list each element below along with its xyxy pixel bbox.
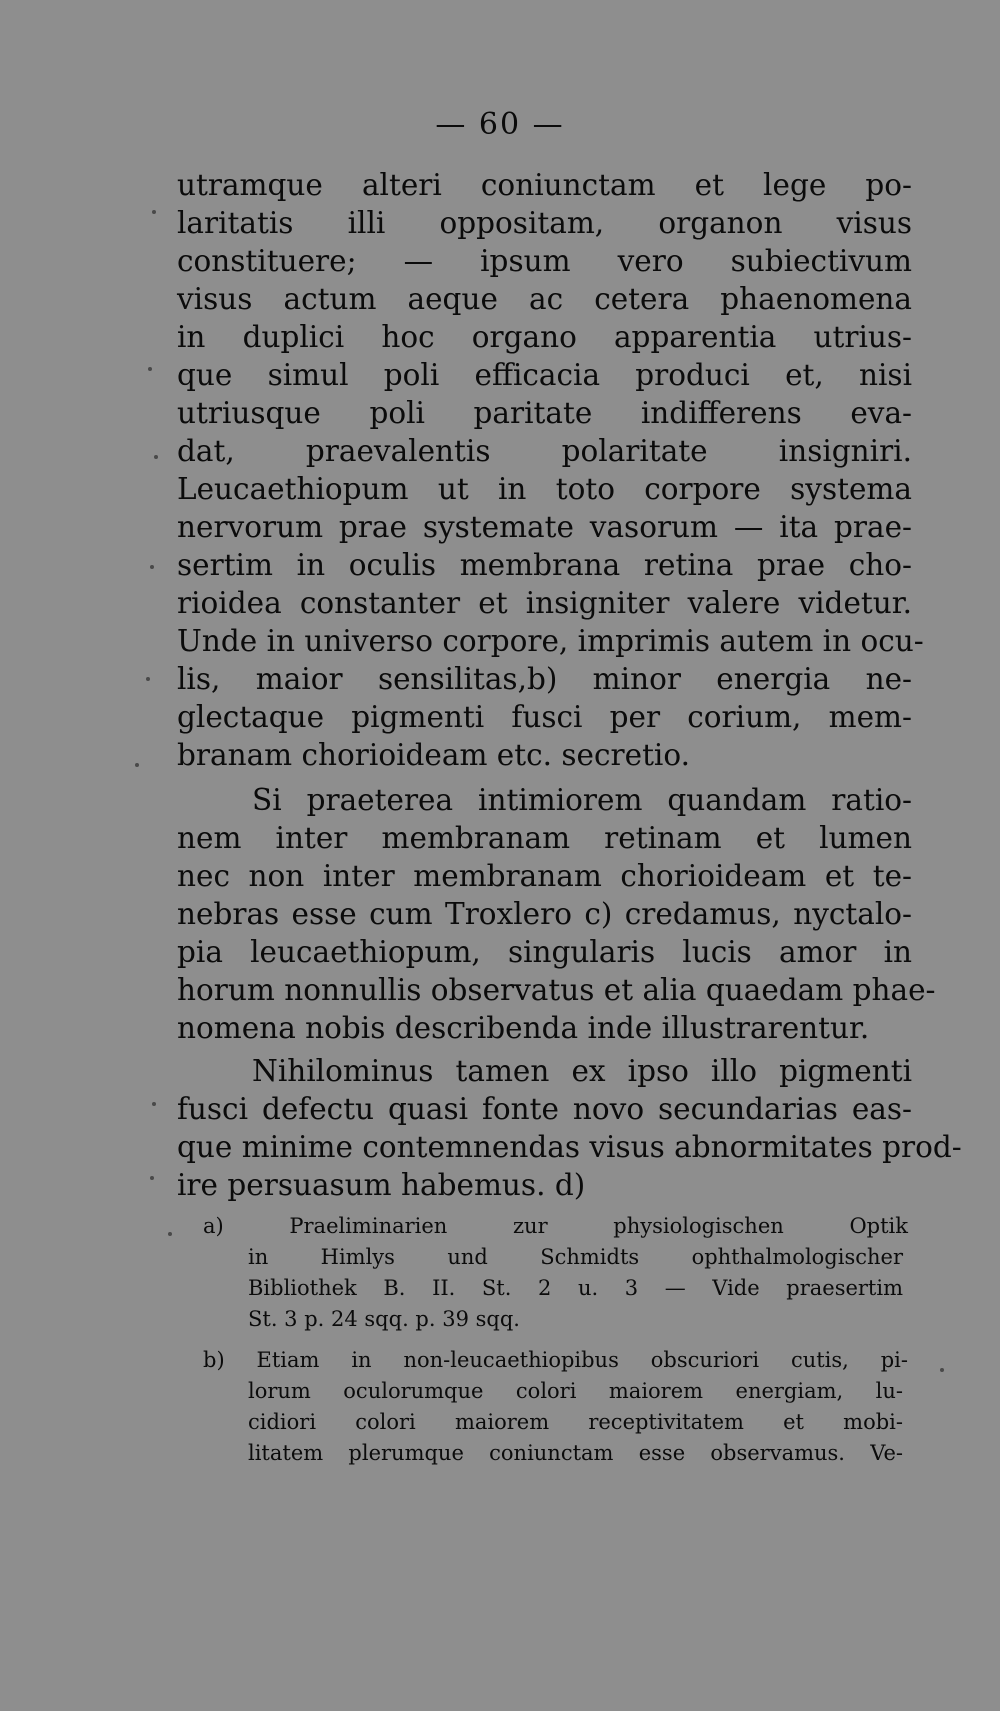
paper-speck <box>146 677 150 681</box>
text-line: fusci defectu quasi fonte novo secundarias eas- <box>177 1092 912 1126</box>
text-line: nomena nobis describenda inde illustrarentur. <box>177 1011 870 1045</box>
footnote-line: b) Etiam in non-leucaethiopibus obscuriori cutis, pi- <box>203 1348 908 1372</box>
text-line: sertim in oculis membrana retina prae cho- <box>177 548 912 582</box>
text-line: nec non inter membranam chorioideam et te- <box>177 859 912 893</box>
page-number: — 60 — <box>435 107 565 142</box>
text-line: dat, praevalentis polaritate insigniri. <box>177 434 912 468</box>
text-line: branam chorioideam etc. secretio. <box>177 738 690 772</box>
text-line: utramque alteri coniunctam et lege po- <box>177 168 912 202</box>
footnote-line: lorum oculorumque colori maiorem energiam, lu- <box>248 1379 903 1403</box>
text-line: Nihilominus tamen ex ipso illo pigmenti <box>252 1054 912 1088</box>
footnote-line: litatem plerumque coniunctam esse observamus. Ve- <box>248 1441 903 1465</box>
paper-speck <box>135 763 139 767</box>
text-line: que simul poli efficacia produci et, nisi <box>177 358 912 392</box>
paper-speck <box>152 1102 156 1106</box>
text-line: rioidea constanter et insigniter valere videtur. <box>177 586 912 620</box>
text-line: Leucaethiopum ut in toto corpore systema <box>177 472 912 506</box>
text-line: lis, maior sensilitas,b) minor energia ne- <box>177 662 912 696</box>
paper-speck <box>940 1368 944 1372</box>
paper-speck <box>148 367 152 371</box>
text-line: Si praeterea intimiorem quandam ratio- <box>252 783 912 817</box>
footnote-line: cidiori colori maiorem receptivitatem et mobi- <box>248 1410 903 1434</box>
text-line: constituere; — ipsum vero subiectivum <box>177 244 912 278</box>
footnote-line: a) Praeliminarien zur physiologischen Optik <box>203 1214 908 1238</box>
text-line: que minime contemnendas visus abnormitates prod- <box>177 1130 962 1164</box>
ink-blot <box>888 786 914 846</box>
text-line: ire persuasum habemus. d) <box>177 1168 586 1202</box>
text-line: nebras esse cum Troxlero c) credamus, nyctalo- <box>177 897 912 931</box>
paper-speck <box>154 455 158 459</box>
text-line: pia leucaethiopum, singularis lucis amor in <box>177 935 912 969</box>
text-line: laritatis illi oppositam, organon visus <box>177 206 912 240</box>
text-line: in duplici hoc organo apparentia utrius- <box>177 320 912 354</box>
paper-speck <box>150 1176 154 1180</box>
footnote-line: Bibliothek B. II. St. 2 u. 3 — Vide praesertim <box>248 1276 903 1300</box>
footnote-line: in Himlys und Schmidts ophthalmologischer <box>248 1245 903 1269</box>
text-line: visus actum aeque ac cetera phaenomena <box>177 282 912 316</box>
text-line: nervorum prae systemate vasorum — ita prae- <box>177 510 912 544</box>
paper-speck <box>152 210 156 214</box>
footnote-line: St. 3 p. 24 sqq. p. 39 sqq. <box>248 1307 520 1331</box>
paper-speck <box>168 1232 172 1236</box>
text-line: utriusque poli paritate indifferens eva- <box>177 396 912 430</box>
text-line: glectaque pigmenti fusci per corium, mem- <box>177 700 912 734</box>
text-line: nem inter membranam retinam et lumen <box>177 821 912 855</box>
text-line: Unde in universo corpore, imprimis autem in ocu- <box>177 624 924 658</box>
paper-speck <box>150 565 154 569</box>
text-line: horum nonnullis observatus et alia quaedam phae- <box>177 973 936 1007</box>
